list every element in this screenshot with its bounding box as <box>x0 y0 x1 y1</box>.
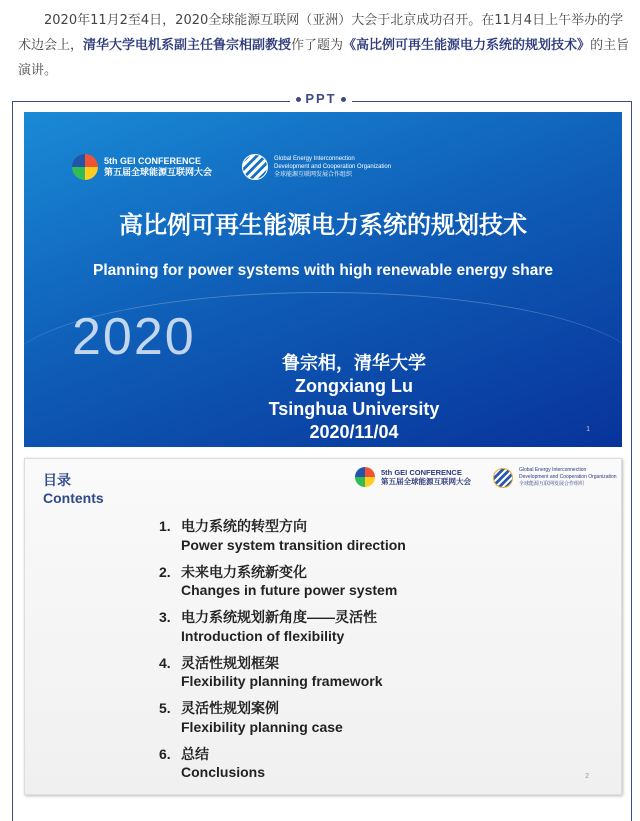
logo-text: Global Energy Interconnection <box>274 156 355 162</box>
talk-title-highlight: 《高比例可再生能源电力系统的规划技术》 <box>343 38 591 53</box>
item-number: 3. <box>159 609 171 625</box>
geidco-globe-icon <box>242 154 268 180</box>
heading-cn: 目录 <box>43 472 71 488</box>
geidco-globe-icon <box>493 468 513 488</box>
page-number: 2 <box>585 773 589 780</box>
item-en: Power system transition direction <box>181 536 406 553</box>
speaker-highlight: 清华大学电机系副主任鲁宗相副教授 <box>83 38 292 53</box>
contents-list <box>159 517 406 790</box>
geidco-logo <box>242 154 391 180</box>
logo-text: 全球能源互联网发展合作组织 <box>519 481 585 487</box>
contents-heading <box>43 471 104 507</box>
item-en: Flexibility planning case <box>181 718 343 735</box>
section-label-text: PPT <box>305 91 337 106</box>
gei-conference-logo <box>72 154 212 180</box>
item-number: 4. <box>159 654 171 671</box>
item-number: 1. <box>159 518 171 534</box>
gei-logo-icon <box>72 154 98 180</box>
logo-text: Development and Cooperation Organization <box>519 474 617 480</box>
year-watermark: 2020 <box>72 308 196 366</box>
gei-conference-logo <box>355 467 471 487</box>
item-cn: 灵活性规划案例 <box>181 700 279 716</box>
logo-text: 5th GEI CONFERENCE <box>381 468 462 477</box>
logo-text: 全球能源互联网发展合作组织 <box>274 172 353 178</box>
item-cn: 未来电力系统新变化 <box>181 563 307 580</box>
item-cn: 总结 <box>181 745 209 762</box>
slide-1 <box>24 112 622 447</box>
item-number: 2. <box>159 563 171 580</box>
intro-paragraph <box>18 8 630 83</box>
item-cn: 电力系统规划新角度——灵活性 <box>181 609 377 625</box>
logo-text: 5th GEI CONFERENCE <box>104 156 202 166</box>
intro-text: 2020年11月2至4日，2020全球能源互联网（亚洲）大会于北京成功召开。在11月4日上午举办的学术边会上， <box>18 13 624 53</box>
item-en: Flexibility planning framework <box>181 673 383 689</box>
item-en: Introduction of flexibility <box>181 627 345 644</box>
date: 2020/11/04 <box>309 422 399 442</box>
affiliation: Tsinghua University <box>268 399 440 419</box>
list-item <box>159 745 406 782</box>
intro-text: 的主旨演讲。 <box>18 38 630 78</box>
slide-title-cn: 高比例可再生能源电力系统的规划技术 <box>119 212 527 239</box>
slide-title-en: Planning for power systems with high renewable energy share <box>93 262 553 279</box>
item-number: 5. <box>159 700 171 716</box>
slide-2 <box>24 458 622 795</box>
author-block <box>204 352 504 444</box>
heading-en: Contents <box>43 490 104 506</box>
list-item <box>159 608 406 645</box>
author-en: Zongxiang Lu <box>295 376 413 396</box>
page-number: 1 <box>586 426 590 433</box>
logo-text: Development and Cooperation Organization <box>274 164 392 170</box>
item-en: Changes in future power system <box>181 582 398 598</box>
list-item <box>159 699 406 736</box>
gei-logo-icon <box>355 467 375 487</box>
list-item <box>159 563 406 600</box>
list-item <box>159 517 406 554</box>
geidco-logo <box>493 467 617 488</box>
item-cn: 灵活性规划框架 <box>181 654 279 671</box>
item-en: Conclusions <box>181 764 266 780</box>
list-item <box>159 654 406 691</box>
section-label <box>290 91 352 111</box>
item-number: 6. <box>159 745 171 762</box>
logo-text: 第五届全球能源互联网大会 <box>104 167 213 177</box>
logo-text: Global Energy Interconnection <box>519 467 587 473</box>
logo-text: 第五届全球能源互联网大会 <box>381 477 471 486</box>
item-cn: 电力系统的转型方向 <box>181 518 307 534</box>
intro-text: 作了题为 <box>291 38 344 53</box>
author-cn: 鲁宗相，清华大学 <box>282 353 426 373</box>
